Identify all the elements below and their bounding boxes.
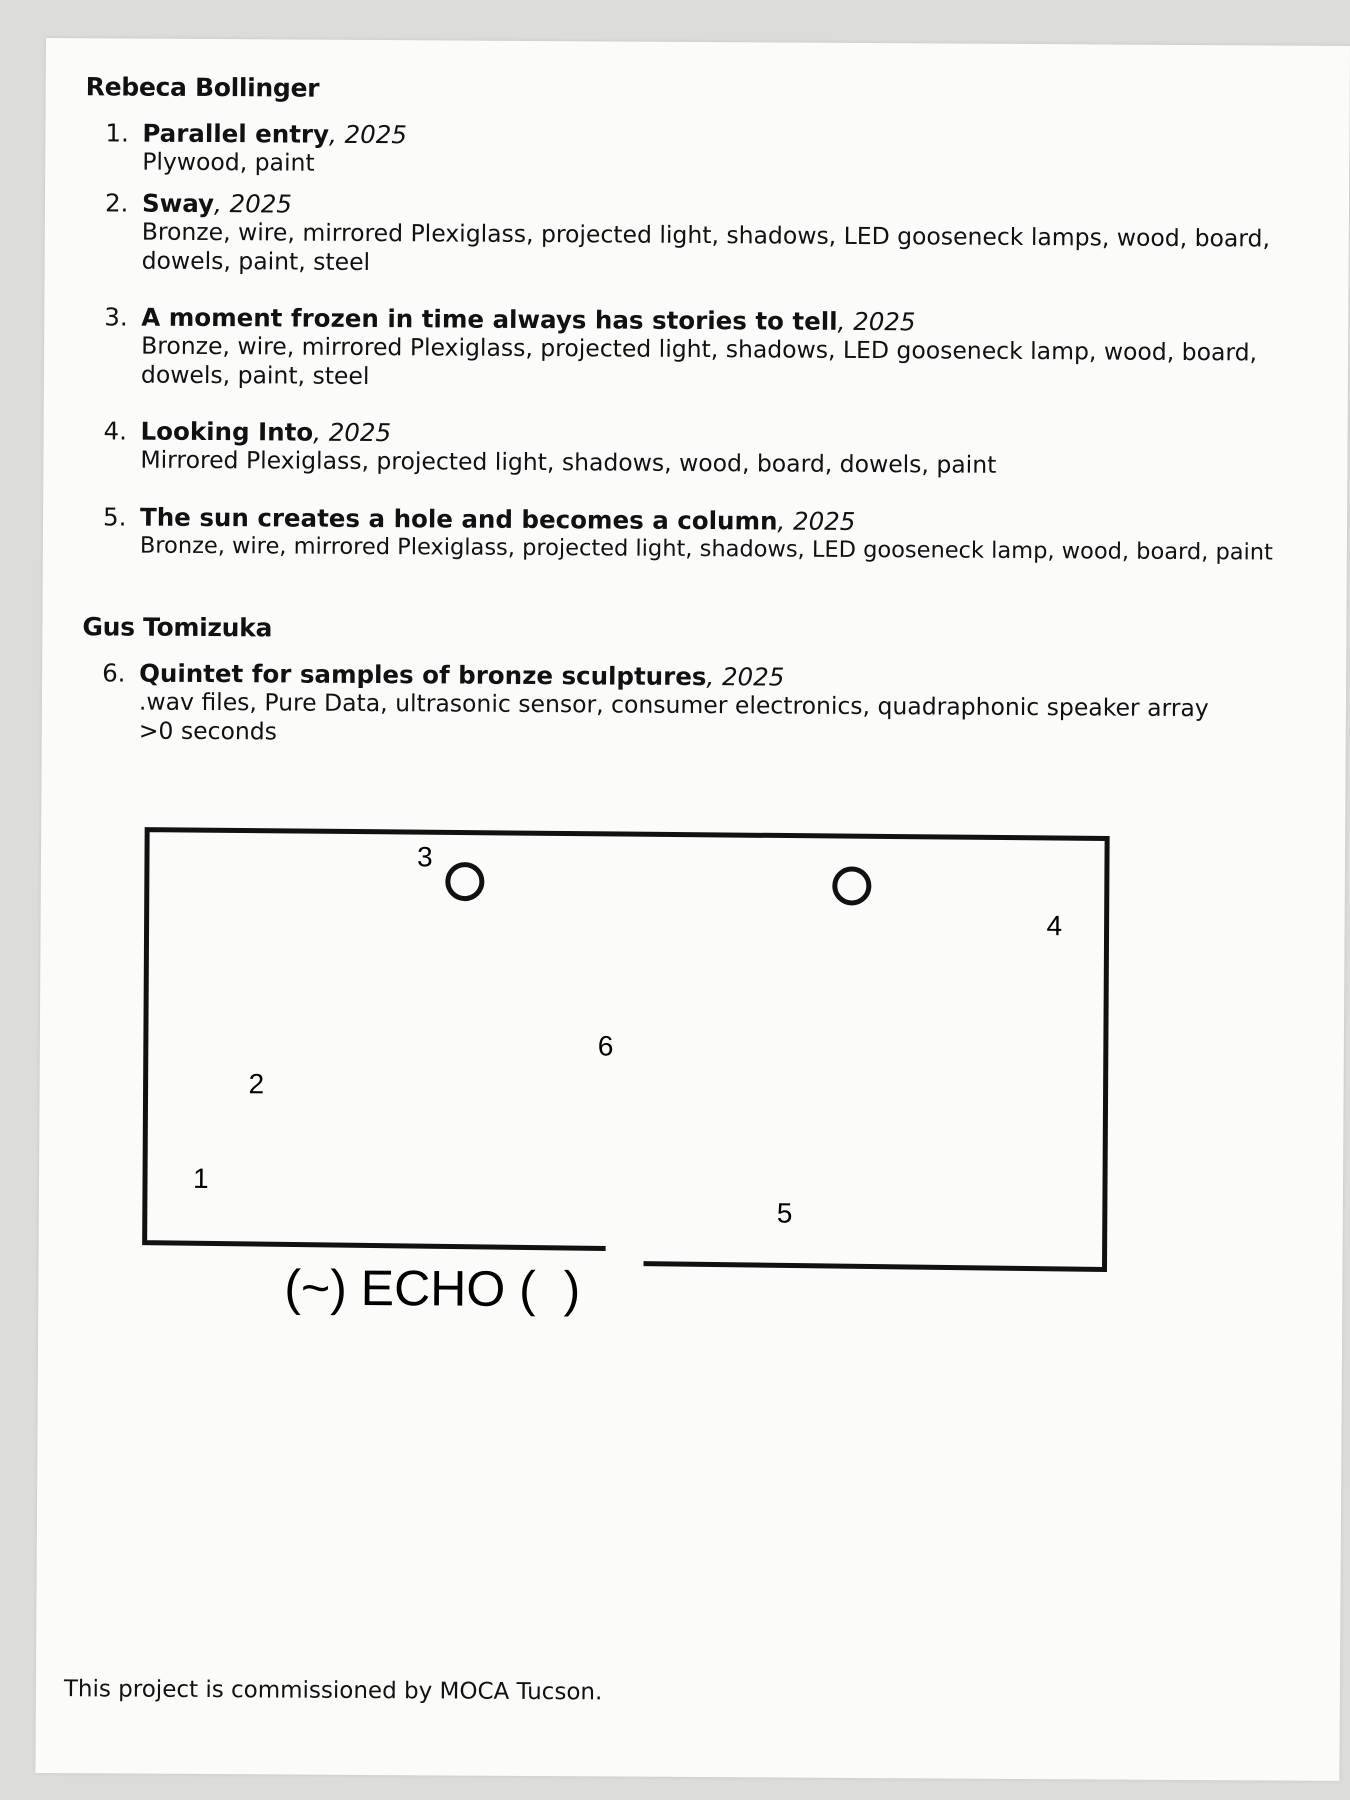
work-medium: Bronze, wire, mirrored Plexiglass, projected light, shadows, LED gooseneck lamp, wood, board, dowels, paint, steel [140,331,1258,390]
work-medium: Plywood, paint [142,147,315,177]
exhibition-sheet [35,38,1350,1781]
work-year: , 2025 [313,417,392,448]
work-duration: >0 seconds [138,716,278,746]
work-number: 5. [102,502,127,532]
plan-label-1: 1 [192,1162,209,1195]
floor-plan [36,38,1350,1646]
work-year: , 2025 [837,306,916,337]
plan-label-5: 5 [776,1197,793,1229]
work-medium: .wav files, Pure Data, ultrasonic sensor, consumer electronics, quadraphonic speaker array [138,687,1209,723]
work-title: Parallel entry [142,118,330,149]
work-number: 1. [105,118,129,148]
work-medium: Mirrored Plexiglass, projected light, shadows, wood, board, dowels, paint [140,445,997,479]
work-medium: Bronze, wire, mirrored Plexiglass, projected light, shadows, LED gooseneck lamp, wood, board, paint [139,532,1273,566]
work-year: , 2025 [328,119,408,150]
work-title: A moment frozen in time always has stories to tell [141,302,838,336]
work-title: The sun creates a hole and becomes a column [139,502,778,536]
column-marker [448,864,482,898]
work-number: 3. [104,302,128,332]
work-title: Sway [141,188,215,219]
work-year: , 2025 [706,662,785,692]
work-number: 6. [102,658,126,688]
plan-label-6: 6 [597,1030,614,1062]
artist-name: Gus Tomizuka [82,612,273,643]
plan-label-4: 4 [1046,910,1063,942]
work-title: Quintet for samples of bronze sculptures [139,658,707,692]
work-number: 4. [103,416,128,446]
work-title: Looking Into [140,416,314,447]
work-year: , 2025 [213,189,293,219]
plan-label-2: 2 [248,1068,265,1100]
work-number: 2. [104,188,129,218]
artist-name: Rebeca Bollinger [85,72,320,103]
exhibition-title: (~) ECHO ( ) [284,1259,581,1318]
plan-label-3: 3 [416,841,433,873]
floor-plan-wall-left [145,830,1108,1270]
column-marker [835,869,869,903]
work-medium: Bronze, wire, mirrored Plexiglass, projected light, shadows, LED gooseneck lamps, wood, board, dowels, paint, steel [141,217,1271,276]
work-year: , 2025 [777,506,856,536]
commission-note: This project is commissioned by MOCA Tucson. [63,1676,603,1706]
